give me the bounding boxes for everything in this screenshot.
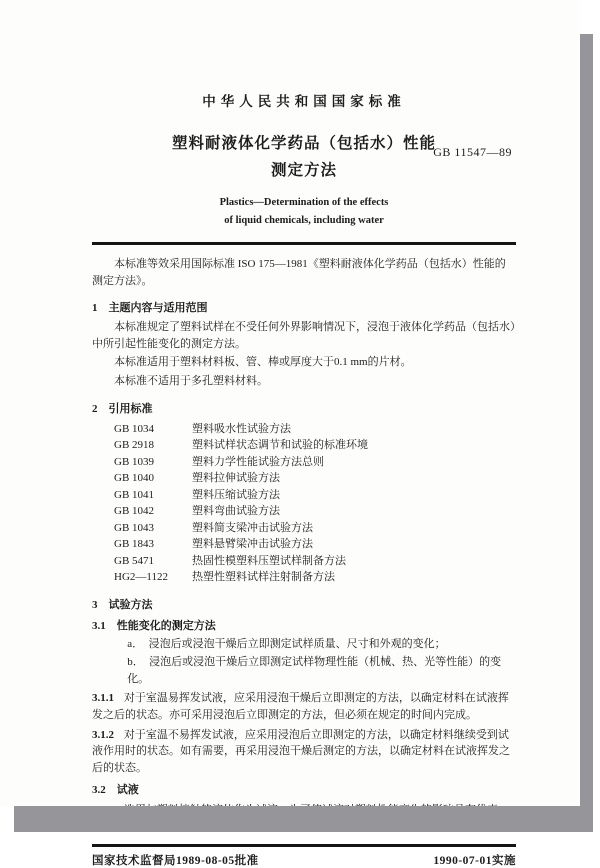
- document-body: [92, 256, 516, 835]
- list-item-a: a． 浸泡后或浸泡干燥后立即测定试样质量、尺寸和外观的变化；: [127, 638, 446, 651]
- standard-number: GB 11547—89: [433, 145, 512, 159]
- standard-header: 中华人民共和国国家标准: [202, 94, 406, 109]
- reference-code: GB 1043: [114, 521, 155, 534]
- reference-title: 热固性模塑料压塑试样制备方法: [192, 554, 346, 567]
- section-1-heading: 1 主题内容与适用范围: [92, 302, 208, 315]
- clause-text: 对于室温不易挥发试液，应采用浸泡后立即测定的方法，以确定材料继续受到试液作用时的状态。如有需要，再采用浸泡干燥后测定的方法，以确定材料在试液挥发之后的状态。: [92, 728, 510, 775]
- reference-title: 塑料吸水性试验方法: [192, 422, 291, 435]
- reference-title: 塑料压缩试验方法: [192, 488, 280, 501]
- reference-code: GB 5471: [114, 554, 155, 567]
- section-3-2-heading: 3.2 试液: [92, 783, 139, 796]
- doc-title-line1: 塑料耐液体化学药品（包括水）性能: [171, 135, 436, 152]
- clause-3-1-2: [92, 727, 516, 777]
- title-block: [92, 130, 516, 184]
- reference-item: [114, 454, 516, 471]
- reference-title: 塑料悬臂梁冲击试验方法: [192, 538, 313, 551]
- reference-code: GB 1039: [114, 455, 155, 468]
- implementation-date: 1990-07-01实施: [433, 854, 516, 867]
- document-footer: [92, 844, 516, 868]
- reference-item: [114, 437, 516, 454]
- approval-text: 国家技术监督局1989-08-05批准: [92, 854, 259, 867]
- section-1-paragraph-2: 本标准适用于塑料材料板、管、棒或厚度大于0.1 mm的片材。: [114, 356, 412, 369]
- reference-title: 塑料力学性能试验方法总则: [192, 455, 324, 468]
- clause-text: 对于室温易挥发试液，应采用浸泡干燥后立即测定的方法，以确定材料在试液挥发之后的状态。亦可采用浸泡后立即测定的方法，但必须在规定的时间内完成。: [92, 692, 509, 721]
- document-content: [92, 0, 516, 868]
- header-divider-rule: [92, 242, 516, 245]
- reference-item: [114, 470, 516, 487]
- reference-title: 塑料拉伸试验方法: [192, 472, 280, 485]
- reference-item: [114, 553, 516, 570]
- english-subtitle: [92, 194, 516, 229]
- intro-paragraph: 本标准等效采用国际标准 ISO 175—1981《塑料耐液体化学药品（包括水）性能的测定方法》。: [92, 257, 506, 287]
- section-1-paragraph-1: 本标准规定了塑料试样在不受任何外界影响情况下，浸泡于液体化学药品（包括水）中所引起性能变化的测定方法。: [92, 321, 516, 350]
- list-item-b: b． 浸泡后或浸泡干燥后立即测定试样物理性能（机械、热、光等性能）的变化。: [127, 655, 502, 685]
- footer-divider-rule: [92, 844, 516, 847]
- reference-code: HG2—1122: [114, 571, 168, 584]
- scan-shadow-bottom: [14, 806, 593, 832]
- clause-3-1-1: [92, 690, 516, 723]
- reference-title: 塑料试样状态调节和试验的标准环境: [192, 439, 368, 452]
- clause-number: 3.1.2: [92, 728, 114, 741]
- reference-list: [92, 421, 516, 586]
- reference-code: GB 2918: [114, 439, 155, 452]
- english-subtitle-line1: Plastics—Determination of the effects: [219, 197, 389, 209]
- reference-title: 塑料弯曲试验方法: [192, 505, 280, 518]
- section-3-heading: 3 试验方法: [92, 598, 153, 611]
- section-2-heading: 2 引用标准: [92, 402, 153, 415]
- reference-item: [114, 520, 516, 537]
- reference-item: [114, 569, 516, 586]
- doc-title-line2: 测定方法: [270, 162, 337, 180]
- section-3-1-heading: 3.1 性能变化的测定方法: [92, 620, 216, 633]
- reference-title: 塑料简支梁冲击试验方法: [192, 521, 313, 534]
- section-1-paragraph-3: 本标准不适用于多孔塑料材料。: [114, 375, 268, 388]
- reference-code: GB 1041: [114, 488, 155, 501]
- scan-shadow-right: [580, 34, 593, 832]
- reference-code: GB 1040: [114, 472, 155, 485]
- reference-code: GB 1042: [114, 505, 155, 518]
- clause-number: 3.1.1: [92, 692, 114, 705]
- reference-item: [114, 503, 516, 520]
- reference-code: GB 1843: [114, 538, 155, 551]
- reference-item: [114, 421, 516, 438]
- english-subtitle-line2: of liquid chemicals, including water: [224, 214, 384, 226]
- reference-item: [114, 487, 516, 504]
- reference-title: 热塑性塑料试样注射制备方法: [192, 571, 335, 584]
- reference-code: GB 1034: [114, 422, 155, 435]
- reference-item: [114, 536, 516, 553]
